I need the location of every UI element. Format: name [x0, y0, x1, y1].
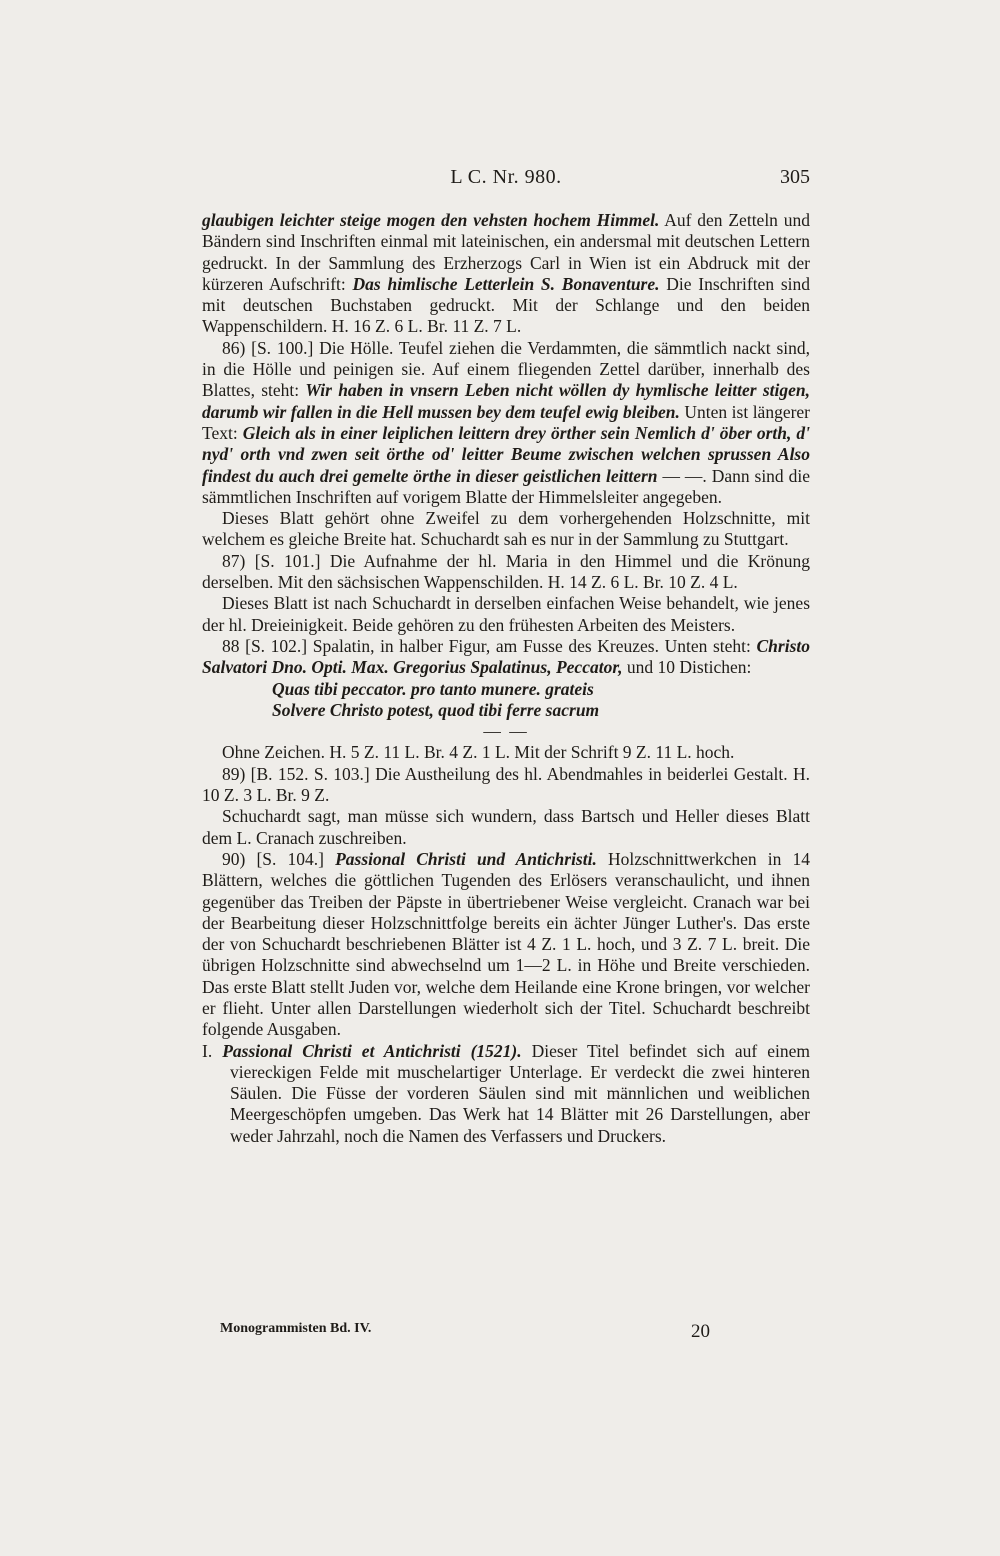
italic-text: Christo Salvatori Dno. Opti. Max. Gregorius Spalatinus, Peccator, [202, 635, 810, 678]
paragraph [202, 1041, 810, 1147]
text-run: Dieser Titel befindet sich auf einem viereckigen Felde mit muschelartiger Unterlage. Er verdeckt die zwei hinteren Säulen. Die Füsse der vorderen Säulen sind mit männlichen und weiblichen Meergeschöpfen umgeben. Das Werk hat 14 Blätter mit 26 Darstellungen, aber weder Jahrzahl, noch die Namen des Verfassers und Druckers. [230, 1040, 810, 1146]
paragraph [202, 849, 810, 1041]
running-header [202, 166, 810, 196]
text-run: Dieses Blatt gehört ohne Zweifel zu dem vorhergehenden Holzschnitte, mit welchem es gleiche Breite hat. Schuchardt sah es nur in der Sammlung zu Stuttgart. [202, 508, 810, 550]
text-run: Holzschnittwerkchen in 14 Blättern, welches die göttlichen Tugenden des Erlösers veranschaulicht, und ihnen gegenüber das Treiben der Päpste in übertriebener Weise vergleicht. Cranach war bei der Bearbeitung dieser Holzschnittfolge bereits ein ächter Jünger Luther's. Das erste der von Schuchardt beschriebenen Blätter ist 4 Z. 1 L. hoch, und 3 Z. 7 L. breit. Die übrigen Holzschnitte sind abwechselnd um 1—2 L. in Höhe und Breite verschieden. Das erste Blatt stellt Juden vor, welche dem Heilande eine Krone bringen, vor welcher er flieht. Unter allen Darstellungen wiederholt sich der Titel. Schuchardt beschreibt folgende Ausgaben. [202, 848, 811, 1040]
paragraph [202, 508, 810, 551]
text-run: und 10 Distichen: [622, 657, 752, 678]
italic-text: Solvere Christo potest, quod tibi ferre sacrum [272, 699, 600, 720]
text-run: 86) [S. 100.] Die Hölle. Teufel ziehen die Verdammten, die sämmtlich nackt sind, in die Hölle und peinigen sie. Auf einem fliegenden Zettel darüber, innerhalb des Blattes, steht: [202, 337, 810, 401]
paragraph [202, 806, 810, 849]
italic-text: Wir haben in vnsern Leben nicht wöllen dy hymlische leitter stigen, darumb wir fallen in die Hell mussen bey dem teufel ewig bleiben. [202, 380, 810, 422]
paragraph [202, 593, 810, 636]
text-run: 90) [S. 104.] [222, 848, 336, 869]
text-run: Die Inschriften sind mit deutschen Buchstaben gedruckt. Mit der Schlange und den beiden Wappenschildern. H. 16 Z. 6 L. Br. 11 Z. 7 L. [202, 273, 810, 337]
text-run: — — [483, 721, 529, 742]
text-run: Ohne Zeichen. H. 5 Z. 11 L. Br. 4 Z. 1 L. Mit der Schrift 9 Z. 11 L. hoch. [222, 742, 735, 763]
text-run: Auf den Zetteln und Bändern sind Inschriften einmal mit lateinischen, ein andersmal mit deutschen Lettern gedruckt. In der Sammlung des Erzherzogs Carl in Wien ist ein Abdruck mit der kürzeren Aufschrift: [202, 210, 811, 294]
paragraph [202, 764, 810, 807]
paragraph [202, 210, 810, 338]
paragraph [202, 721, 810, 742]
text-run: Dieses Blatt ist nach Schuchardt in derselben einfachen Weise behandelt, wie jenes der hl. Dreieinigkeit. Beide gehören zu den frühesten Arbeiten des Meisters. [202, 593, 810, 635]
text-run: — —. Dann sind die sämmtlichen Inschriften auf vorigem Blatte der Himmelsleiter angegeben. [202, 465, 810, 507]
paragraph [202, 338, 810, 508]
italic-text: Passional Christi et Antichristi (1521). [222, 1040, 522, 1061]
page-number: 305 [780, 166, 810, 188]
paragraph [202, 636, 810, 679]
italic-text: Gleich als in einer leiplichen leittern drey örther sein Nemlich d' öber orth, d' nyd' orth vnd zwen seit örthe od' leitter Beume zwischen welchen sprussen Also findest du auch drei gemelte örthe in dieser geistlichen leittern [202, 422, 810, 486]
body-text [202, 210, 810, 1147]
italic-text: glaubigen leichter steige mogen den vehsten hochem Himmel. [202, 210, 660, 230]
text-run: 89) [B. 152. S. 103.] Die Austheilung des hl. Abendmahles in beiderlei Gestalt. H. 10 Z. 3 L. Br. 9 Z. [202, 763, 810, 806]
text-run: 87) [S. 101.] Die Aufnahme der hl. Maria in den Himmel und die Krönung derselben. Mit den sächsischen Wappenschilden. H. 14 Z. 6 L. Br. 10 Z. 4 L. [202, 550, 810, 593]
page-footer [220, 1321, 710, 1345]
paragraph [202, 679, 810, 700]
paragraph [202, 551, 810, 594]
text-run: Schuchardt sagt, man müsse sich wundern, dass Bartsch und Heller dieses Blatt dem L. Cranach zuschreiben. [202, 806, 810, 848]
sheet-number: 20 [691, 1321, 710, 1342]
italic-text: Das himlische Letterlein S. Bonaventure. [352, 273, 660, 294]
running-title: L C. Nr. 980. [450, 166, 562, 188]
italic-text: Quas tibi peccator. pro tanto munere. grateis [272, 678, 594, 699]
text-run: 88 [S. 102.] Spalatin, in halber Figur, am Fusse des Kreuzes. Unten steht: [222, 635, 757, 656]
text-run: I. [202, 1040, 223, 1061]
paragraph [202, 742, 810, 763]
text-run: Unten ist längerer Text: [202, 401, 811, 443]
italic-text: Passional Christi und Antichristi. [335, 848, 597, 869]
paragraph [202, 700, 810, 721]
sheet-signature: Monogrammisten Bd. IV. [220, 1321, 372, 1336]
